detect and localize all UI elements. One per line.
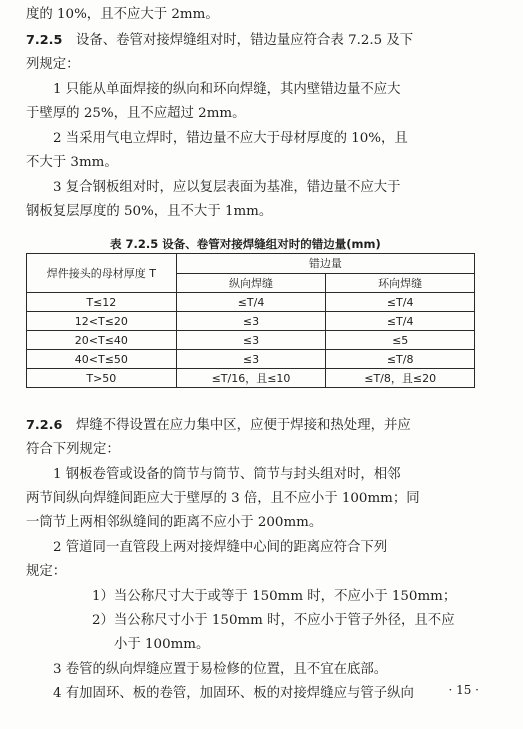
- cell-longitudinal: ≤T/16，且≤10: [176, 369, 326, 388]
- cell-longitudinal: ≤3: [176, 312, 326, 331]
- text-line: 焊缝不得设置在应力集中区，应便于焊接和热处理，并应: [76, 418, 411, 433]
- cell-thickness: T>50: [27, 369, 177, 388]
- header-base-thickness: 焊件接头的母材厚度 T: [27, 254, 177, 293]
- text-line: 1 钢板卷管或设备的筒节与筒节、筒节与封头组对时，相邻: [53, 467, 401, 482]
- table-row: [27, 293, 475, 312]
- cell-longitudinal: ≤3: [176, 350, 326, 369]
- cell-circumferential: ≤T/8: [326, 350, 475, 369]
- text-line: 规定：: [26, 564, 67, 579]
- text-line: 不大于 3mm。: [26, 155, 118, 170]
- text-line: 4 有加固环、板的卷管，加固环、板的对接焊缝应与管子纵向: [53, 686, 414, 701]
- text-line: 符合下列规定：: [26, 442, 120, 457]
- header-longitudinal-weld: 纵向焊缝: [176, 273, 326, 293]
- cell-circumferential: ≤5: [326, 331, 475, 350]
- table-title: 表 7.2.5 设备、卷管对接焊缝组对时的错边量(mm): [110, 237, 381, 251]
- text-line: 1 只能从单面焊接的纵向和环向焊缝，其内壁错边量不应大: [53, 82, 401, 97]
- cell-longitudinal: ≤T/4: [176, 293, 326, 312]
- cell-thickness: 40<T≤50: [27, 350, 177, 369]
- cell-thickness: 12<T≤20: [27, 312, 177, 331]
- text-line: 2 管道同一直管段上两对接焊缝中心间的距离应符合下列: [53, 540, 388, 555]
- text-line: 度的 10%，且不应大于 2mm。: [26, 7, 219, 22]
- clause-number: 7.2.5: [26, 33, 63, 48]
- cell-circumferential: ≤T/4: [326, 293, 475, 312]
- text-line: 小于 100mm。: [114, 637, 210, 652]
- table-header-row: [27, 254, 475, 274]
- cell-thickness: 20<T≤40: [27, 331, 177, 350]
- text-line: 设备、卷管对接焊缝组对时，错边量应符合表 7.2.5 及下: [76, 33, 414, 48]
- text-line: 两节间纵向焊缝间距应大于壁厚的 3 倍，且不应小于 100mm；同: [26, 491, 420, 506]
- text-line: 2）当公称尺寸小于 150mm 时，不应小于管子外径，且不应: [92, 613, 455, 628]
- text-line: 一筒节上两相邻纵缝间的距离不应小于 200mm。: [26, 515, 323, 530]
- table-row: [27, 350, 475, 369]
- misalignment-table: [26, 253, 475, 388]
- page-number: · 15 ·: [448, 683, 479, 697]
- table-row: [27, 312, 475, 331]
- table-row: [27, 369, 475, 388]
- text-line: 1）当公称尺寸大于或等于 150mm 时，不应小于 150mm；: [92, 589, 457, 604]
- text-line: 钢板复层厚度的 50%，且不大于 1mm。: [26, 204, 273, 219]
- text-line: 2 当采用气电立焊时，错边量不应大于母材厚度的 10%，且: [53, 131, 408, 146]
- text-line: 3 卷管的纵向焊缝应置于易检修的位置，且不宜在底部。: [53, 662, 388, 677]
- header-misalignment: 错边量: [176, 254, 474, 274]
- clause-number: 7.2.6: [26, 418, 63, 433]
- cell-circumferential: ≤T/8，且≤20: [326, 369, 475, 388]
- cell-circumferential: ≤T/4: [326, 312, 475, 331]
- header-circumferential-weld: 环向焊缝: [326, 273, 475, 293]
- text-line: 3 复合钢板组对时，应以复层表面为基准，错边量不应大于: [53, 180, 401, 195]
- cell-longitudinal: ≤3: [176, 331, 326, 350]
- text-line: 于壁厚的 25%，且不应超过 2mm。: [26, 106, 246, 121]
- cell-thickness: T≤12: [27, 293, 177, 312]
- table-row: [27, 331, 475, 350]
- text-line: 列规定：: [26, 57, 80, 72]
